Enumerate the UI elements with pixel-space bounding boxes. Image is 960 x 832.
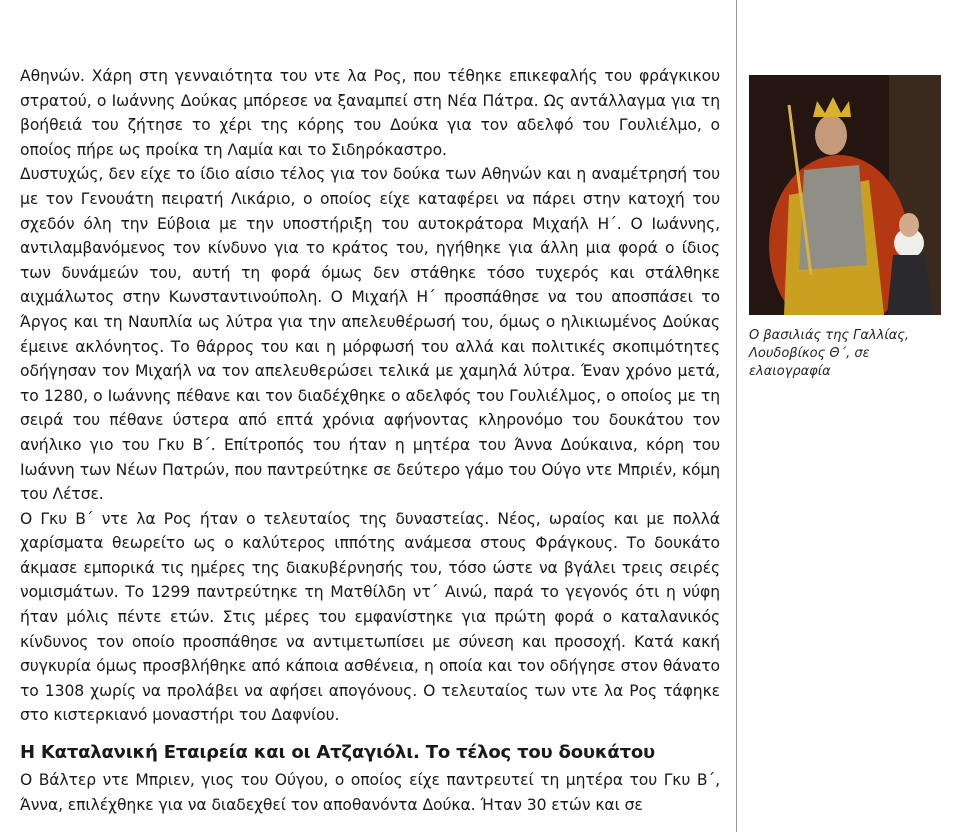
section-paragraph: Ο Βάλτερ ντε Μπριεν, γιος του Ούγου, ο οποίος είχε παντρευτεί τη μητέρα του Γκυ Β΄, Άννα, επιλέχθηκε για να διαδεχθεί τον αποθανόντα Δούκα. Ήταν 30 ετών και σε xyxy=(20,771,720,814)
king-face xyxy=(815,115,847,155)
section-heading: Η Καταλανική Εταιρεία και οι Ατζαγιόλι. Το τέλος του δουκάτου xyxy=(20,742,656,764)
paragraph-1: Αθηνών. Χάρη στη γενναιότητα του ντε λα Ρος, που τέθηκε επικεφαλής του φράγκικου στρατού, ο Ιωάννης Δούκας μπόρεσε να ξαναμπεί στη Νέα Πάτρα. Ως αντάλλαγμα για τη βοήθειά του ζήτησε το χέρι της κόρης του Δούκα για τον αδελφό του Γουλιέλμο, ο οποίος πήρε ως προίκα τη Λαμία και το Σιδηρόκαστρο. xyxy=(20,67,720,159)
page-boy-face xyxy=(899,213,919,237)
column-divider xyxy=(736,0,737,832)
figure-column xyxy=(749,75,941,381)
page-boy-body xyxy=(887,255,933,315)
portrait-painting xyxy=(749,75,941,315)
paragraph-2: Δυστυχώς, δεν είχε το ίδιο αίσιο τέλος για τον δούκα των Αθηνών και η αναμέτρησή του με τον Γενουάτη πειρατή Λικάριο, ο οποίος είχε καταφέρει να πάρει στην κατοχή του σχεδόν όλη την Εύβοια με την υποστήριξη του αυτοκράτορα Μιχαήλ Η΄. Ο Ιωάννης, αντιλαμβανόμενος τον κίνδυνο για το κράτος του, ηγήθηκε για άλλη μια φορά ο ίδιος των δυνάμεών του, αυτή τη φορά όμως δεν στάθηκε τόσο τυχερός και στάλθηκε αιχμάλωτος στην Κωνσταντινούπολη. Ο Μιχαήλ Η΄ προσπάθησε να του αποσπάσει το Άργος και τη Ναυπλία ως λύτρα για την απελευθέρωσή του, όμως ο ηλικιωμένος Δούκας έμεινε ακλόνητος. Το θάρρος του και η μόρφωσή του αλλά και πολιτικές σκοπιμότητες οδήγησαν τον Μιχαήλ να τον απελευθερώσει τελικά με χαμηλά λύτρα. Έναν χρόνο μετά, το 1280, ο Ιωάννης πέθανε και τον διαδέχθηκε ο αδελφός του Γουλιέλμος, ο οποίος με τη σειρά του πέθανε ύστερα από επτά χρόνια αφήνοντας κληρονόμο του δουκάτου τον ανήλικο γιο του Γκυ Β΄. Επίτροπός του ήταν η μητέρα του Άννα Δούκαινα, κόρη του Ιωάννη των Νέων Πατρών, που παντρεύτηκε σε δεύτερο γάμο του Ούγο ντε Μπριέν, κόμη του Λέτσε. xyxy=(20,165,720,504)
paragraph-3: Ο Γκυ Β΄ ντε λα Ρος ήταν ο τελευταίος της δυναστείας. Νέος, ωραίος και με πολλά χαρίσματα θεωρείτο ως ο καλύτερος ιππότης ανάμεσα στους Φράγκους. Το δουκάτο άκμασε εμπορικά τις ημέρες της διακυβέρνησής του, τόσο ώστε να βγάλει τρεις σειρές νομισμάτων. Το 1299 παντρεύτηκε τη Ματθίλδη ντ΄ Αινώ, παρά το γεγονός ότι η νύφη ήταν μόλις πέντε ετών. Στις μέρες του εμφανίστηκε για πρώτη φορά ο καταλανικός κίνδυνος τον οποίο προσπάθησε να αντιμετωπίσει με σύνεση και προσοχή. Κατά κακή συγκυρία όμως προσβλήθηκε από κάποια ασθένεια, η οποία και τον οδήγησε στον θάνατο το 1308 χωρίς να προλάβει να αφήσει απογόνους. Ο τελευταίος των ντε λα Ρος τάφηκε στο κιστερκιανό μοναστήρι του Δαφνίου. xyxy=(20,509,720,725)
figure-caption: Ο βασιλιάς της Γαλλίας, Λουδοβίκος Θ΄, σε ελαιογραφία xyxy=(749,328,910,379)
main-text-column xyxy=(20,64,720,817)
